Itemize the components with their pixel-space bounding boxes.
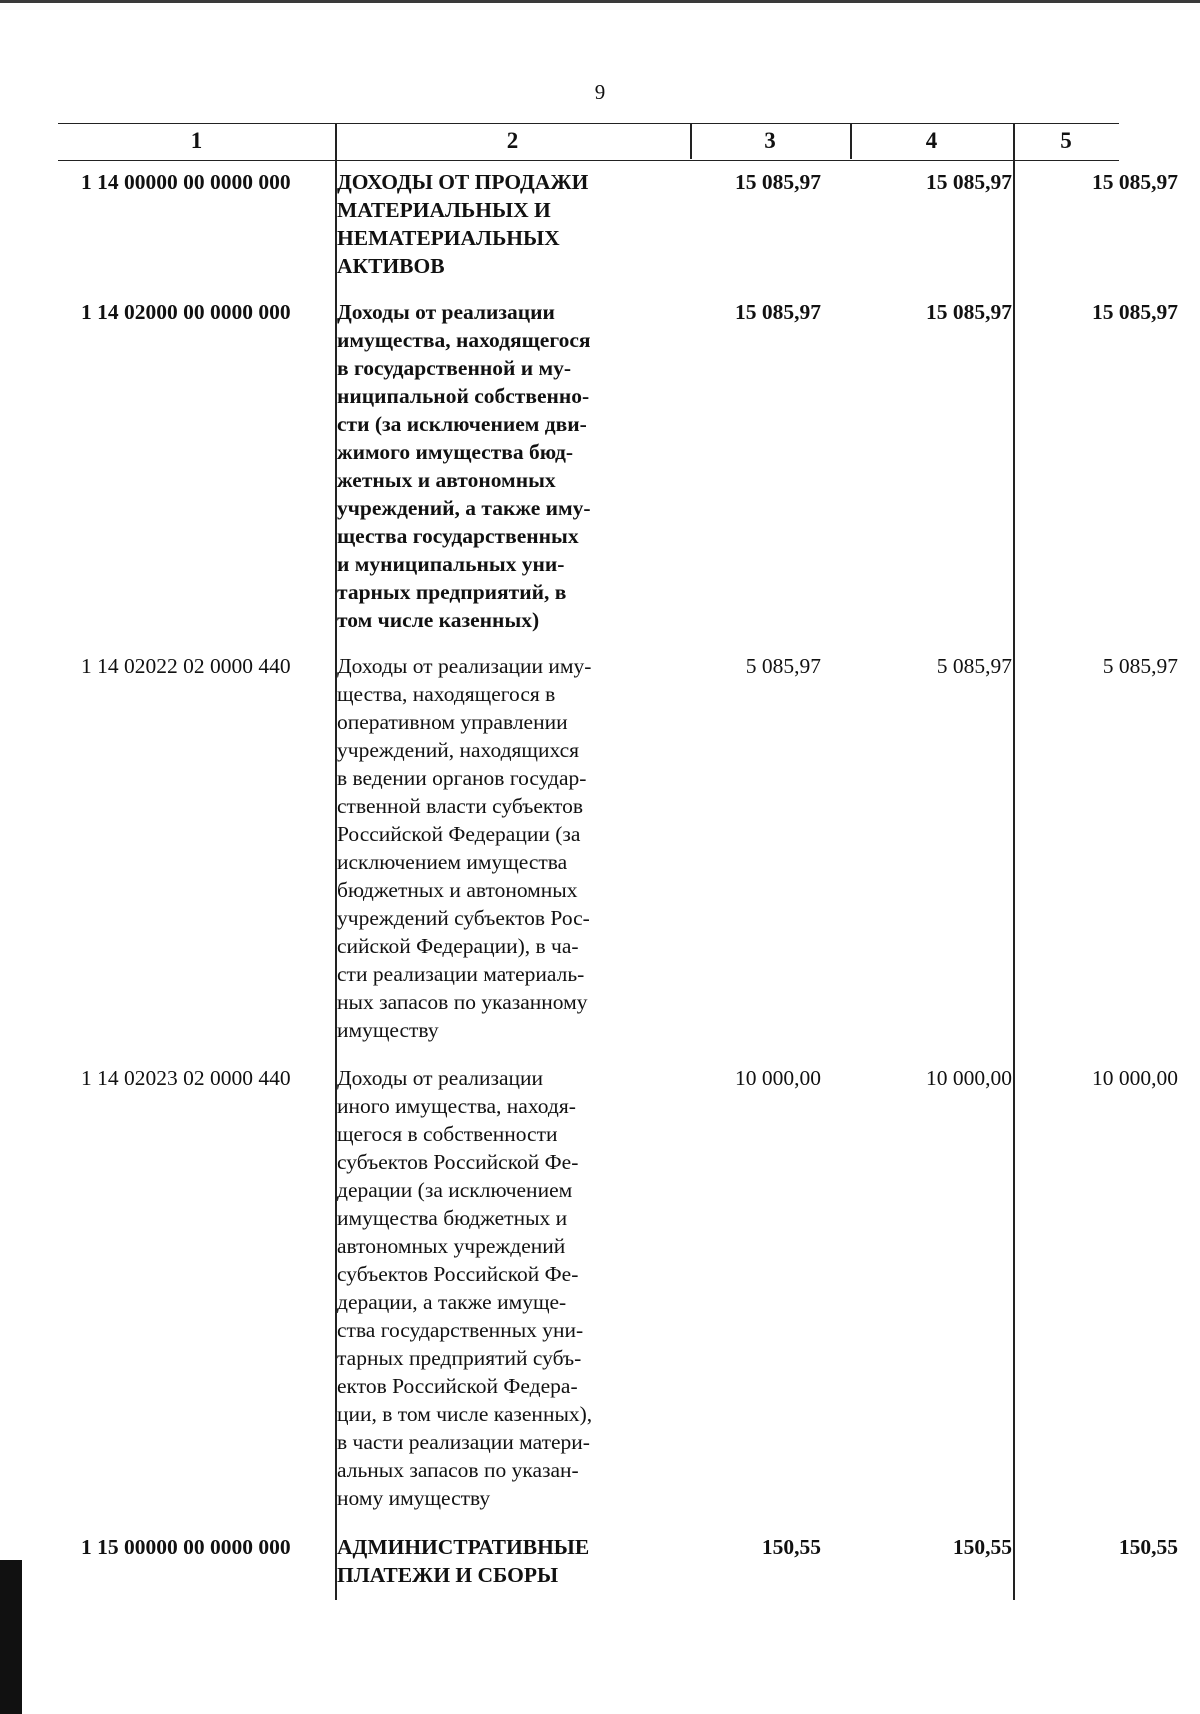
header-col-4: 4: [850, 123, 1013, 161]
row-value-col5: 15 085,97: [1092, 300, 1178, 324]
header-col-3: 3: [690, 123, 850, 161]
row-code: 1 14 02023 02 0000 440: [81, 1066, 291, 1090]
row-value-col3: 15 085,97: [735, 170, 821, 194]
row-value-col5: 150,55: [1118, 1535, 1178, 1559]
row-value-col5: 10 000,00: [1092, 1066, 1178, 1090]
row-code: 1 14 02000 00 0000 000: [81, 300, 291, 324]
row-value-col5: 5 085,97: [1102, 654, 1178, 678]
row-value-col3: 10 000,00: [735, 1066, 821, 1090]
row-name: Доходы от реализации иного имущества, находя- щегося в собственности субъектов Российской Фе- дерации (за исключением имущества бюджетных и автономных учреждений субъектов Российской Фе- дерации, а также имуще- ства государственных уни- тарных предприятий субъ- ектов Российской Федера- ции, в том числе казенных), в части реализации матери- альных запасов по указан- ному имуществу: [337, 1066, 593, 1510]
column-divider: [850, 123, 852, 159]
row-value-col3: 15 085,97: [735, 300, 821, 324]
row-value-col4: 150,55: [952, 1535, 1012, 1559]
row-name: Доходы от реализации иму- щества, находящегося в оперативном управлении учреждений, находящихся в ведении органов государ- ственной власти субъектов Российской Федерации (за исключением имущества бюджетных и автономных учреждений субъектов Рос- сийской Федерации), в ча- сти реализации материаль- ных запасов по указанному имуществу: [337, 654, 592, 1042]
row-name: АДМИНИСТРАТИВНЫЕ ПЛАТЕЖИ И СБОРЫ: [337, 1535, 590, 1587]
row-code: 1 14 02022 02 0000 440: [81, 654, 291, 678]
row-value-col3: 5 085,97: [745, 654, 821, 678]
column-divider: [690, 123, 692, 159]
header-col-5: 5: [1013, 123, 1119, 161]
scan-left-edge: [0, 1560, 22, 1714]
scan-top-border: [0, 0, 1200, 3]
column-divider: [1013, 123, 1015, 1600]
row-value-col4: 15 085,97: [926, 170, 1012, 194]
header-col-2: 2: [335, 123, 690, 161]
row-value-col5: 15 085,97: [1092, 170, 1178, 194]
row-code: 1 15 00000 00 0000 000: [81, 1535, 291, 1559]
row-value-col4: 5 085,97: [936, 654, 1012, 678]
page-number: 9: [594, 80, 606, 104]
row-value-col4: 10 000,00: [926, 1066, 1012, 1090]
row-value-col4: 15 085,97: [926, 300, 1012, 324]
row-name: ДОХОДЫ ОТ ПРОДАЖИ МАТЕРИАЛЬНЫХ И НЕМАТЕРИАЛЬНЫХ АКТИВОВ: [337, 170, 589, 278]
row-code: 1 14 00000 00 0000 000: [81, 170, 291, 194]
row-name: Доходы от реализации имущества, находящегося в государственной и му- ниципальной собственно- сти (за исключением дви- жимого имущества бюд- жетных и автономных учреждений, а также иму- щества государственных и муниципальных уни- тарных предприятий, в том числе казенных): [337, 300, 591, 632]
header-col-1: 1: [58, 123, 335, 161]
row-value-col3: 150,55: [761, 1535, 821, 1559]
